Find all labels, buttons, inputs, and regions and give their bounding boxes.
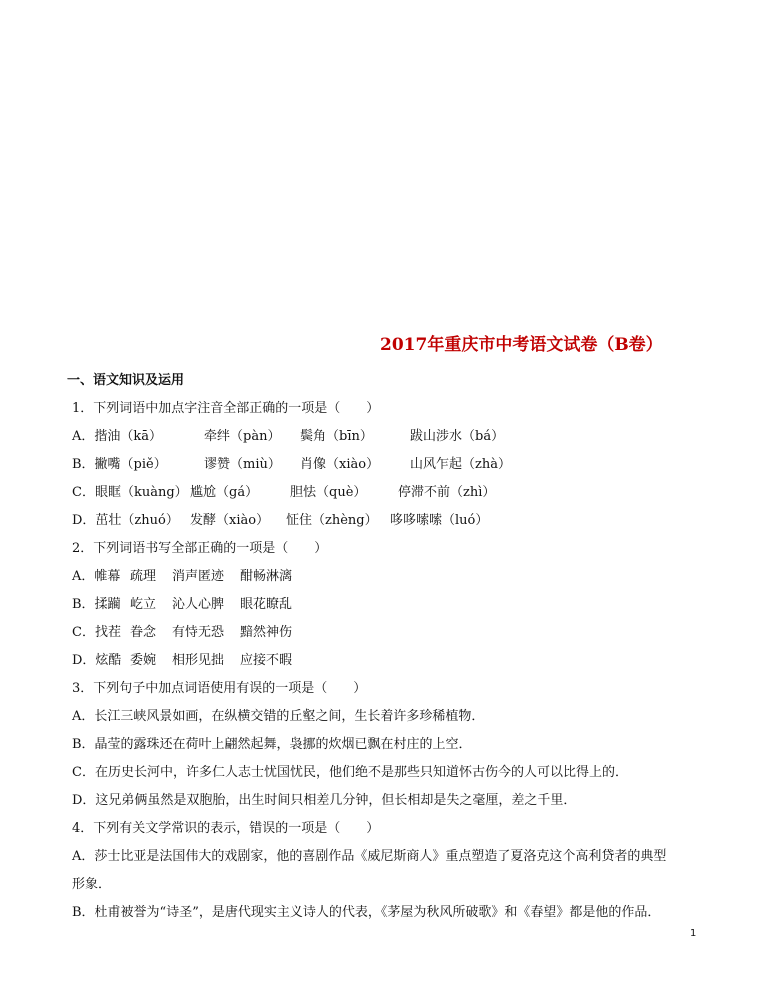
option-item: 山风乍起（zhà）	[410, 457, 511, 472]
option-item: D．茁壮（zhuó）	[72, 513, 179, 528]
option-item: C．找茬	[72, 625, 121, 640]
question-4-stem: 4．下列有关文学常识的表示，错误的一项是（ ）	[72, 821, 380, 836]
section-heading: 一、语文知识及运用	[67, 373, 185, 388]
question-2-option-b	[72, 593, 292, 612]
option-item: 发酵（xiào）	[190, 513, 270, 528]
option-item: 跋山涉水（bá）	[410, 429, 505, 444]
question-4-option-a-continued: 形象．	[72, 877, 112, 892]
question-3-option-c: C．在历史长河中，许多仁人志士忧国忧民，他们绝不是那些只知道怀古伤今的人可以比得上的．	[72, 765, 628, 780]
option-item: 应接不暇	[240, 653, 293, 668]
option-item: 沁人心脾	[172, 597, 225, 612]
question-1-option-c	[72, 481, 495, 500]
option-item: A．帷幕	[72, 569, 121, 584]
option-item: B．揉躏	[72, 597, 121, 612]
option-item: B．撇嘴（piě）	[72, 457, 167, 472]
question-2-option-c	[72, 621, 292, 640]
option-item: C．眼眶（kuàng）	[72, 485, 188, 500]
question-1-option-a	[72, 425, 504, 444]
option-item: 眷念	[130, 625, 157, 640]
option-item: 酣畅淋漓	[240, 569, 293, 584]
option-item: 怔住（zhèng）	[286, 513, 378, 528]
option-item: 有恃无恐	[172, 625, 225, 640]
option-item: 消声匿迹	[172, 569, 225, 584]
option-item: 肖像（xiào）	[300, 457, 380, 472]
option-item: 屹立	[130, 597, 157, 612]
option-item: 鬓角（bīn）	[300, 429, 373, 444]
option-item: 哆哆嗦嗦（luó）	[390, 513, 489, 528]
question-3-stem: 3．下列句子中加点词语使用有误的一项是（ ）	[72, 681, 367, 696]
option-item: 相形见拙	[172, 653, 225, 668]
option-item: 黯然神伤	[240, 625, 293, 640]
option-item: 委婉	[130, 653, 157, 668]
question-2-option-d	[72, 649, 292, 668]
option-item: 胆怯（què）	[290, 485, 367, 500]
option-item: A．揩油（kā）	[72, 429, 163, 444]
question-4-option-a: A．莎士比亚是法国伟大的戏剧家，他的喜剧作品《威尼斯商人》重点塑造了夏洛克这个高利贷者的典型	[72, 849, 667, 864]
page-number: 1	[690, 928, 697, 939]
page-title: 2017年重庆市中考语文试卷（B卷）	[380, 335, 663, 355]
option-item: 牵绊（pàn）	[204, 429, 281, 444]
question-1-option-b	[72, 453, 511, 472]
option-item: 疏理	[130, 569, 157, 584]
option-item: 眼花瞭乱	[240, 597, 293, 612]
option-item: 尴尬（gá）	[190, 485, 259, 500]
question-3-option-a: A．长江三峡风景如画，在纵横交错的丘壑之间，生长着许多珍稀植物．	[72, 709, 485, 724]
question-3-option-b: B．晶莹的露珠还在荷叶上翩然起舞，袅挪的炊烟已飘在村庄的上空．	[72, 737, 472, 752]
option-item: 停滞不前（zhì）	[398, 485, 496, 500]
question-2-stem: 2．下列词语书写全部正确的一项是（ ）	[72, 541, 328, 556]
question-1-stem: 1．下列词语中加点字注音全部正确的一项是（ ）	[72, 401, 380, 416]
question-3-option-d: D．这兄弟俩虽然是双胞胎，出生时间只相差几分钟，但长相却是失之毫厘，差之千里．	[72, 793, 577, 808]
question-4-option-b: B．杜甫被誉为“诗圣”，是唐代现实主义诗人的代表，《茅屋为秋风所破歌》和《春望》都是他的作品．	[72, 905, 661, 920]
option-item: 谬赞（miù）	[204, 457, 281, 472]
question-2-option-a	[72, 565, 292, 584]
option-item: D．炫酷	[72, 653, 122, 668]
question-1-option-d	[72, 509, 488, 528]
